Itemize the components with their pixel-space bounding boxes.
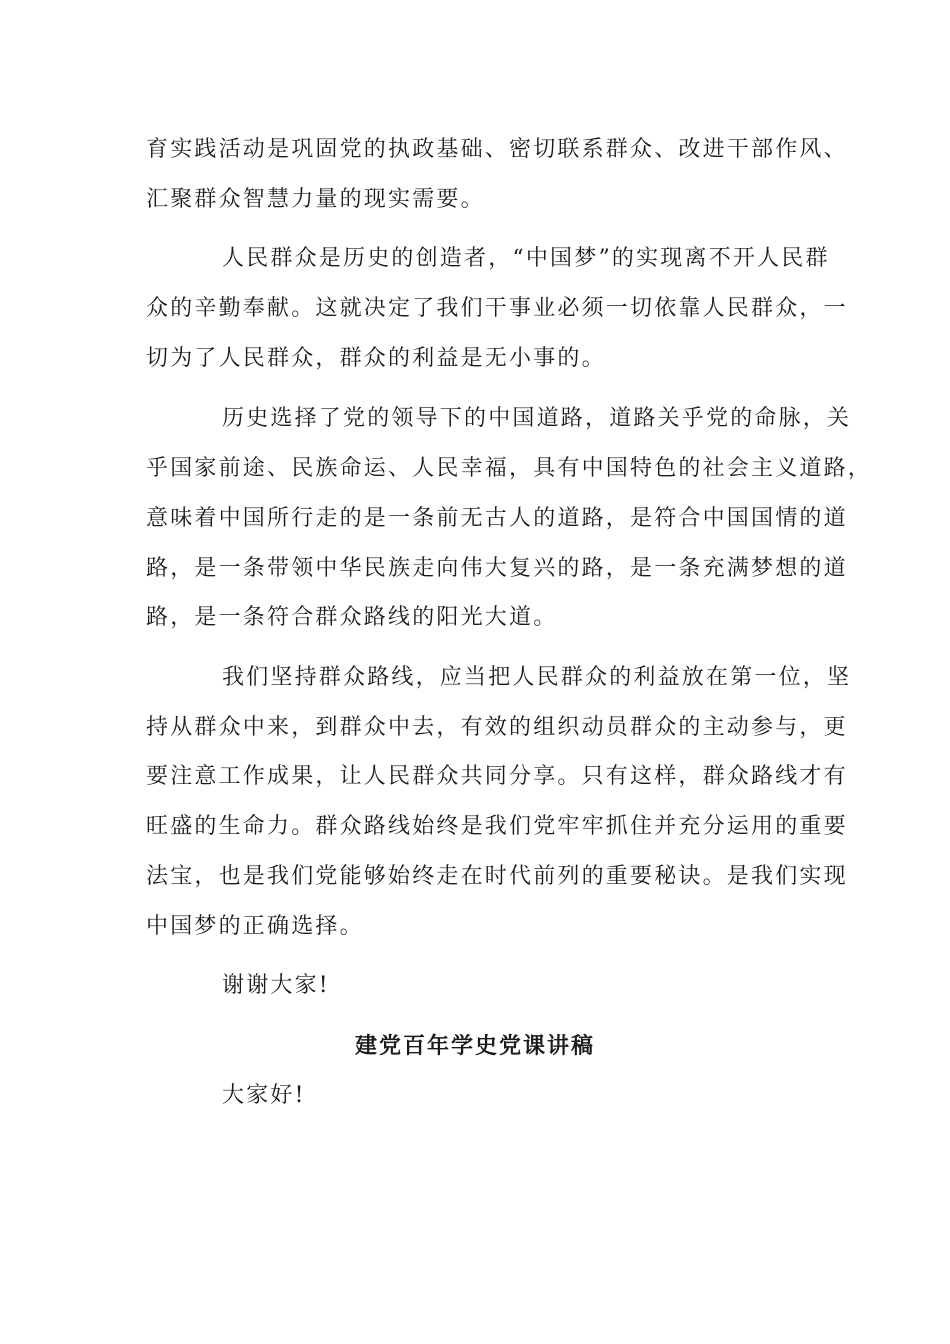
greeting-line: 大家好! xyxy=(222,1083,306,1108)
text-line: 汇聚群众智慧力量的现实需要。 xyxy=(146,187,485,212)
text-line: 法宝，也是我们党能够始终走在时代前列的重要秘诀。是我们实现 xyxy=(146,864,848,889)
text-line: 旺盛的生命力。群众路线始终是我们党牢牢抓住并充分运用的重要 xyxy=(146,814,848,839)
text-line: 中国梦的正确选择。 xyxy=(146,914,364,939)
text-line: 历史选择了党的领导下的中国道路，道路关乎党的命脉，关 xyxy=(222,406,852,431)
text-line: 路，是一条符合群众路线的阳光大道。 xyxy=(146,605,558,630)
text-line: 路，是一条带领中华民族走向伟大复兴的路，是一条充满梦想的道 xyxy=(146,556,848,581)
text-line: 持从群众中来，到群众中去，有效的组织动员群众的主动参与，更 xyxy=(146,715,848,740)
text-line: 我们坚持群众路线，应当把人民群众的利益放在第一位，坚 xyxy=(222,665,852,690)
document-title: 建党百年学史党课讲稿 xyxy=(354,1033,595,1059)
closing-line: 谢谢大家! xyxy=(222,973,330,998)
text-line: 育实践活动是巩固党的执政基础、密切联系群众、改进干部作风、 xyxy=(146,137,848,162)
text-line: 切为了人民群众，群众的利益是无小事的。 xyxy=(146,346,606,371)
text-line: 意味着中国所行走的是一条前无古人的道路，是符合中国国情的道 xyxy=(146,506,848,531)
text-line: 众的辛勤奉献。这就决定了我们干事业必须一切依靠人民群众，一 xyxy=(146,296,848,321)
text-line: 要注意工作成果，让人民群众共同分享。只有这样，群众路线才有 xyxy=(146,764,848,789)
text-line: 人民群众是历史的创造者，“中国梦”的实现离不开人民群 xyxy=(222,246,830,271)
text-line: 乎国家前途、民族命运、人民幸福，具有中国特色的社会主义道路， xyxy=(146,456,873,481)
